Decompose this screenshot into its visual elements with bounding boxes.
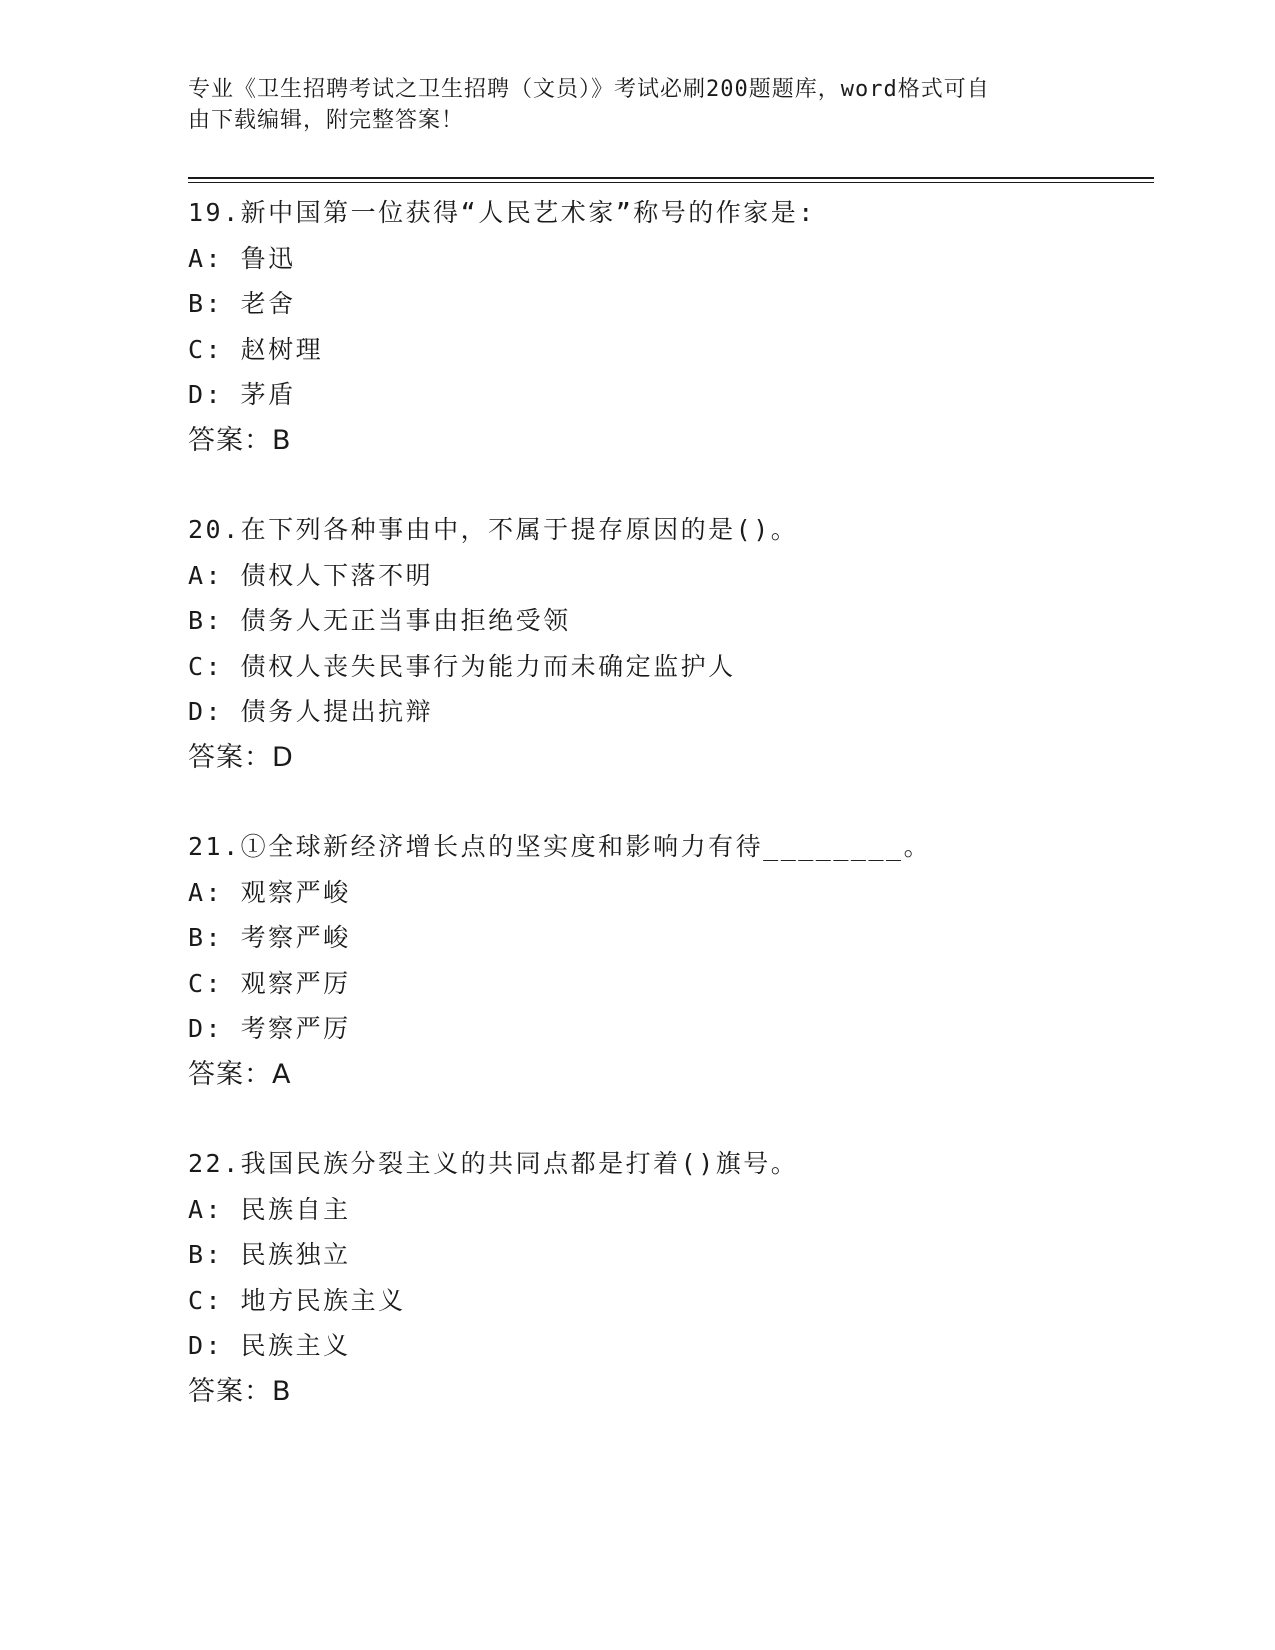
answer-line: 答案：D	[188, 741, 294, 773]
option-d: D: 民族主义	[188, 1331, 351, 1360]
option-a: A: 债权人下落不明	[188, 560, 434, 590]
option-c: C: 赵树理	[188, 334, 324, 364]
option-c: C: 观察严厉	[188, 968, 351, 998]
option-a: A: 鲁迅	[188, 243, 296, 273]
header-line-2: 由下载编辑，附完整答案！	[188, 108, 465, 133]
option-a: A: 观察严峻	[188, 877, 351, 907]
question-21	[188, 824, 1154, 1097]
header-divider-thin	[188, 182, 1154, 183]
document-header	[188, 74, 1068, 136]
question-stem: 22.我国民族分裂主义的共同点都是打着()旗号。	[188, 1149, 799, 1178]
option-d: D: 考察严厉	[188, 1014, 351, 1043]
option-c: C: 债权人丧失民事行为能力而未确定监护人	[188, 651, 736, 681]
question-list	[188, 190, 1154, 1458]
option-a: A: 民族自主	[188, 1194, 351, 1224]
option-b: B: 老舍	[188, 289, 296, 318]
answer-line: 答案：B	[188, 424, 292, 456]
option-b: B: 民族独立	[188, 1240, 351, 1269]
question-19	[188, 190, 1154, 463]
option-b: B: 债务人无正当事由拒绝受领	[188, 606, 571, 635]
answer-line: 答案：A	[188, 1058, 292, 1090]
option-d: D: 茅盾	[188, 380, 296, 409]
question-stem: 21.①全球新经济增长点的坚实度和影响力有待________。	[188, 832, 932, 861]
option-b: B: 考察严峻	[188, 923, 351, 952]
question-stem: 20.在下列各种事由中，不属于提存原因的是()。	[188, 515, 799, 544]
question-22	[188, 1141, 1154, 1414]
header-divider-thick	[188, 177, 1154, 179]
option-d: D: 债务人提出抗辩	[188, 697, 434, 726]
question-stem: 19.新中国第一位获得“人民艺术家”称号的作家是:	[188, 198, 816, 227]
header-line-1: 专业《卫生招聘考试之卫生招聘（文员）》考试必刷200题题库，word格式可自	[188, 77, 990, 102]
question-20	[188, 507, 1154, 780]
answer-line: 答案：B	[188, 1375, 292, 1407]
option-c: C: 地方民族主义	[188, 1285, 406, 1315]
